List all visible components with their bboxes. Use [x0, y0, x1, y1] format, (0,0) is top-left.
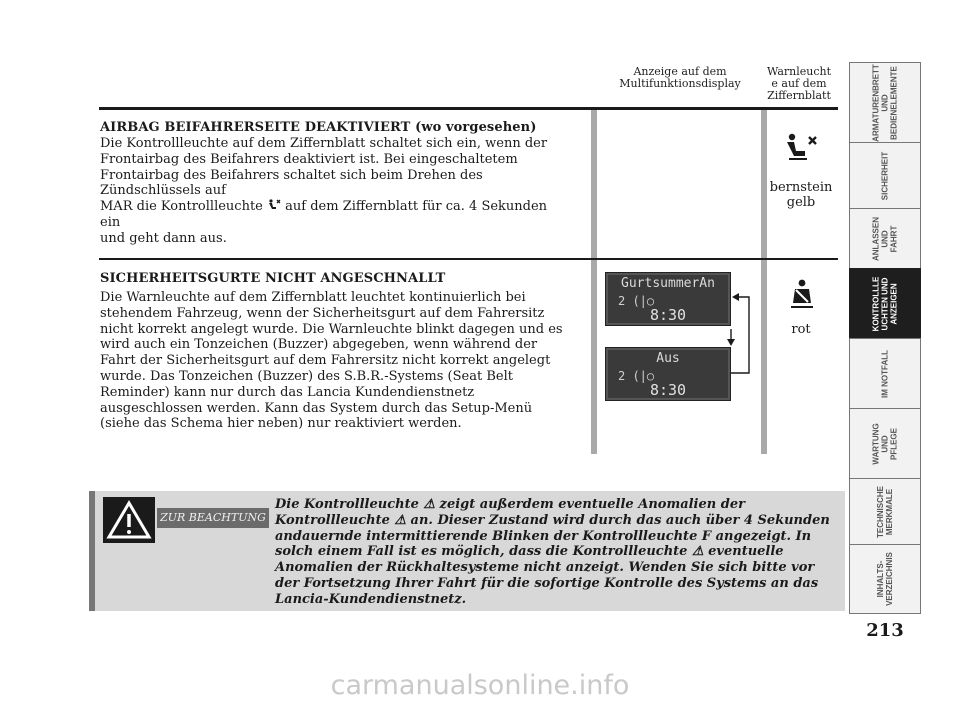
watermark: carmanualsonline.info: [330, 670, 630, 701]
seatbelt-color-label: rot: [791, 322, 811, 337]
tab-label: SICHERHEIT: [880, 151, 890, 201]
tab-sicherheit[interactable]: [849, 142, 921, 210]
menu-flow-arrows: [725, 285, 765, 405]
airbag-color-label: bernstein gelb: [769, 180, 833, 210]
tab-technische-merkmale[interactable]: [849, 478, 921, 546]
tab-label: TECHNISCHE MERKMALE: [876, 485, 894, 539]
section-airbag-text-2a: MAR die Kontrollleuchte: [100, 199, 263, 215]
tab-inhaltsverzeichnis[interactable]: [849, 544, 921, 614]
tab-label: KONTROLLLE UCHTEN UND ANZEIGEN: [871, 276, 899, 332]
display1-status: 2 (|○: [618, 294, 655, 308]
section-seatbelt-title: SICHERHEITSGURTE NICHT ANGESCHNALLT: [100, 271, 446, 286]
airbag-off-icon: [267, 199, 281, 212]
tab-im-notfall[interactable]: [849, 338, 921, 410]
section-airbag-text-2b: auf dem Ziffernblatt für ca. 4 Sekunden ein: [100, 199, 548, 230]
tab-label: INHALTS- VERZEICHNIS: [876, 552, 894, 606]
section-seatbelt-body: Die Warnleuchte auf dem Ziffernblatt leuchtet kontinuierlich bei stehendem Fahrzeug, wenn der Sicherheitsgurt auf dem Fahrersitz nicht korrekt angelegt wurde. Die Warnleuchte blinkt dagegen und es wird auch ein Tonzeichen (Buzzer) abgegeben, wenn während der Fahrt der Sicherheitsgurt auf dem Fahrersitz nicht korrekt angelegt wurde. Das Tonzeichen (Buzzer) des S.B.R.-Systems (Seat Belt Reminder) kann nur durch das Lancia Kundendienstnetz ausgeschlossen werden. Kann das System durch das Setup-Menü (siehe das Schema hier neben) nur reaktiviert werden.: [100, 290, 563, 432]
tab-label: WARTUNG UND PFLEGE: [871, 423, 899, 465]
section-airbag-text-3: und geht dann aus.: [100, 230, 227, 246]
note-text: Die Kontrollleuchte ⚠ zeigt außerdem eventuelle Anomalien der Kontrollleuchte ⚠ an. Dieser Zustand wird durch das auch über 4 Sekunden andauernde intermittierende Blinken der Kontrollleuchte F angezeigt. In solch einem Fall ist es möglich, dass die Kontrollleuchte ⚠ eventuelle Anomalien der Rückhaltesysteme nicht anzeigt. Wenden Sie sich bitte vor der Fortsetzung Ihrer Fahrt für die sofortige Kontrolle des Systems an das Lancia-Kundendienstnetz.: [275, 497, 830, 607]
tab-label: ANLASSEN UND FAHRT: [871, 216, 899, 262]
note-box: [89, 491, 845, 611]
column-divider-left: [591, 108, 597, 454]
section-airbag-title: AIRBAG BEIFAHRERSEITE DEAKTIVIERT (wo vorgesehen): [100, 120, 537, 135]
column-header-display: Anzeige auf dem Multifunktionsdisplay: [619, 65, 741, 90]
tab-anlassen[interactable]: [849, 208, 921, 270]
display-aus: [605, 347, 731, 401]
note-label: ZUR BEACHTUNG: [157, 508, 269, 528]
top-rule: [99, 107, 838, 110]
section-airbag-body: [100, 136, 570, 247]
tab-kontrollleuchten[interactable]: [849, 268, 921, 340]
column-header-warning-light: Warnleucht e auf dem Ziffernblatt: [766, 65, 832, 102]
display2-title: Aus: [656, 351, 680, 366]
tab-label: IM NOTFALL: [880, 350, 890, 398]
tab-wartung[interactable]: [849, 408, 921, 480]
display-gurtsummer-an: [605, 272, 731, 326]
display2-clock: 8:30: [649, 381, 687, 399]
tab-label: ARMATURENBRETT UND BEDIENELEMENTE: [871, 64, 899, 142]
warning-triangle-icon: [103, 497, 155, 543]
seatbelt-warning-icon: [789, 279, 815, 311]
warning-sign: [103, 497, 155, 543]
section-airbag-text: Die Kontrollleuchte auf dem Ziffernblatt schaltet sich ein, wenn der Frontairbag des Beifahrers deaktiviert ist. Bei eingeschaltetem Frontairbag des Beifahrers schaltet sich beim Drehen des Zündschlüssels auf: [100, 136, 548, 199]
display1-title: GurtsummerAn: [621, 276, 715, 291]
display1-clock: 8:30: [649, 306, 687, 324]
display2-status: 2 (|○: [618, 369, 655, 383]
tab-armaturenbrett[interactable]: [849, 62, 921, 144]
page-number: 213: [866, 620, 904, 641]
middle-rule: [99, 258, 838, 260]
airbag-off-warning-icon: [783, 133, 819, 163]
